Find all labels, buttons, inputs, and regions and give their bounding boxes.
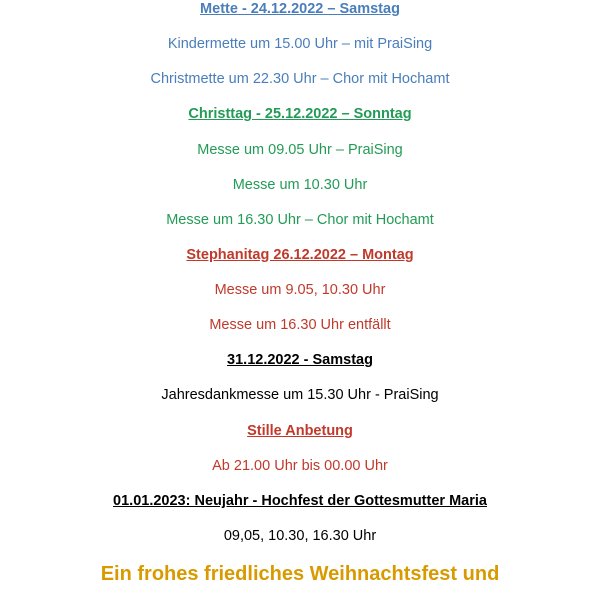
spacer	[10, 18, 590, 35]
spacer	[10, 299, 590, 316]
section-item: Messe um 09.05 Uhr – PraiSing	[197, 141, 403, 158]
spacer	[10, 194, 590, 211]
section-item: Messe um 9.05, 10.30 Uhr	[214, 282, 386, 298]
section-item: 09,05, 10.30, 16.30 Uhr	[223, 527, 377, 544]
spacer	[10, 369, 590, 386]
section-stephanitag	[10, 246, 590, 334]
section-heading: 31.12.2022 - Samstag	[227, 352, 373, 369]
section-heading: Christtag - 25.12.2022 – Sonntag	[188, 106, 412, 123]
spacer	[10, 88, 590, 105]
section-neujahr	[10, 492, 590, 545]
spacer	[10, 334, 590, 351]
section-heading: 01.01.2023: Neujahr - Hochfest der Gottesmutter Maria	[113, 492, 487, 509]
section-heading: Mette - 24.12.2022 – Samstag	[200, 1, 400, 17]
section-silvester	[10, 351, 590, 404]
section-item: Ab 21.00 Uhr bis 00.00 Uhr	[212, 457, 388, 474]
section-item: Messe um 10.30 Uhr	[232, 176, 368, 193]
section-item: Christmette um 22.30 Uhr – Chor mit Hochamt	[150, 71, 450, 88]
spacer	[10, 159, 590, 176]
section-item: Jahresdankmesse um 15.30 Uhr - PraiSing	[161, 387, 439, 404]
spacer	[10, 229, 590, 246]
section-item: Messe um 16.30 Uhr entfällt	[209, 317, 391, 334]
spacer	[10, 545, 590, 562]
spacer	[10, 510, 590, 527]
section-mette	[10, 0, 590, 88]
section-christtag	[10, 105, 590, 229]
section-item: Messe um 16.30 Uhr – Chor mit Hochamt	[166, 211, 434, 228]
spacer	[10, 405, 590, 422]
spacer	[10, 475, 590, 492]
section-stille-anbetung	[10, 422, 590, 475]
closing-greeting: Ein frohes friedliches Weihnachtsfest und	[100, 563, 500, 585]
section-heading: Stille Anbetung	[247, 422, 353, 439]
spacer	[10, 264, 590, 281]
spacer	[10, 124, 590, 141]
section-heading: Stephanitag 26.12.2022 – Montag	[186, 246, 414, 263]
section-item: Kindermette um 15.00 Uhr – mit PraiSing	[167, 36, 433, 53]
spacer	[10, 440, 590, 457]
spacer	[10, 53, 590, 70]
